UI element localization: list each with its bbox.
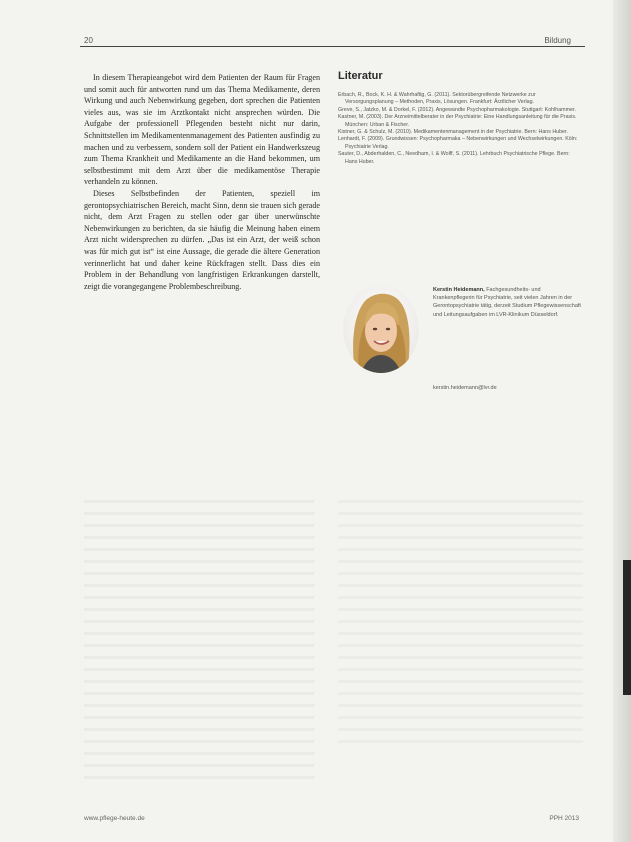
page-number: 20 <box>84 36 93 45</box>
show-through-text <box>338 500 583 750</box>
header-rule <box>80 46 585 47</box>
show-through-text <box>84 500 314 780</box>
author-email[interactable]: kerstin.heidemann@lvr.de <box>433 385 497 391</box>
author-portrait <box>343 285 419 373</box>
footer-left: www.pflege-heute.de <box>84 815 145 822</box>
author-bio <box>433 286 583 319</box>
reference-item: Sauter, D., Abderhalden, C., Needham, I. & Wolff, S. (2011). Lehrbuch Psychiatrische Pflege. Bern: Hans Huber. <box>338 151 570 165</box>
paragraph: In diesem Therapieangebot wird dem Patienten der Raum für Fragen und somit auch für antworten rund um das Thema Medikamente, deren Wirkung und auch Nebenwirkung gegeben, dort sprechen die Patienten vieles aus, was sie im Arztkontakt nicht ansprechen würden. Die Aufgabe der professionell Pflegenden besteht nicht nur darin, Schnittstellen im Medikamentenmanagement des Patienten ausfindig zu machen und zu verbessern, sondern soll der Patient ein Handwerkszeug zum Thema Krankheit und Medikamente an die Hand bekommen, um selbstbestimmt mit dem Arzt über die medikamentöse Therapie verhandeln zu können. <box>84 73 320 187</box>
reference-item: Kastner, M. (2003). Der Arzneimittelberater in der Psychiatrie: Eine Handlungsanleitung für die Praxis. München: Urban & Fischer. <box>338 114 577 128</box>
author-description: Fachgesundheits- und Krankenpflegerin für Psychiatrie, seit vielen Jahren in der Gerontopsychiatrie tätig, derzeit Studium Pflegewissenschaft und Leitungsaufgaben im LVR-Klinikum Düsseldorf. <box>433 287 581 318</box>
paragraph: Dieses Selbstbefinden der Patienten, speziell im gerontopsychiatrischen Bereich, macht Sinn, denn sie trauen sich gerade nicht, dem Arzt Fragen zu stellen oder gar über unerwünschte Nebenwirkungen zu berichten, da sie häufig die Meinung haben einem Arzt nicht widersprechen zu dürfen. „Das ist ein Arzt, der weiß schon was für mich gut ist“ ist eine Aussage, die gerade die ältere Generation verinnerlicht hat und daher keine Rückfragen stellt. Dass dies ein Problem in der Behandlung von langfristigen Erkrankungen darstellt, zeigt die vorangegangene Problembeschreibung. <box>84 188 320 291</box>
register-tab <box>623 560 631 695</box>
literature-list <box>338 92 583 166</box>
reference-item: Erbach, R., Bock, K. H. & Wahrhaftig, G. (2011). Sektorübergreifende Netzwerke zur Versorgungsplanung – Methoden, Praxis, Lösungen. Frankfurt: Ärztlicher Verlag. <box>338 92 536 106</box>
literature-heading: Literatur <box>338 70 383 82</box>
reference-item: Greve, S., Jatzko, M. & Dorkel, F. (2012). Angewandte Psychopharmakologie. Stuttgart: Kohlhammer. <box>338 106 576 113</box>
footer-right: PPH 2013 <box>549 815 579 822</box>
reference-item: Lenhardt, F. (2009). Grundwissen: Psychopharmaka – Nebenwirkungen und Wechselwirkungen. Köln: Psychiatrie Verlag. <box>338 136 578 150</box>
page-edge <box>613 0 631 842</box>
reference-item: Kistner, G. & Schulz, M. (2010). Medikamentenmanagement in der Psychiatrie. Bern: Hans Huber. <box>338 129 568 136</box>
section-name: Bildung <box>544 36 571 45</box>
author-name: Kerstin Heidemann, <box>433 287 485 293</box>
article-body <box>84 72 320 292</box>
